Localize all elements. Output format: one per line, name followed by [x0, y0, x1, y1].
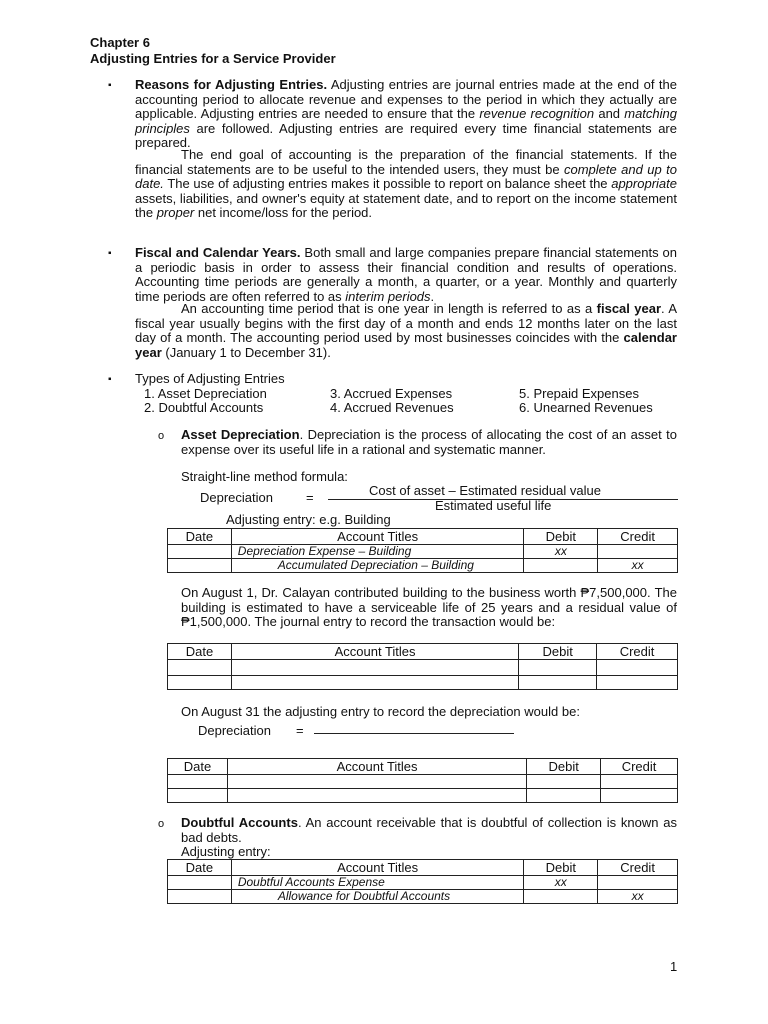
- table-row[interactable]: [168, 660, 678, 676]
- bullet-icon: ▪: [108, 80, 112, 91]
- section-reasons-p1: Reasons for Adjusting Entries. Adjusting entries are journal entries made at the end of the accounting period to allocate revenue and expenses to the period in which they actually are applicable. Adjusting entries are needed to ensure that the revenue recognition and matching principles are followed. Adjusting entries are required every time financial statements are prepared.: [135, 77, 677, 150]
- section-fiscal-p2: An accounting time period that is one year in length is referred to as a fiscal year. A fiscal year usually begins with the first day of a month and ends 12 months later on the last day of a month. The accounting period used by most businesses coincides with the calendar year (January 1 to December 31).: [135, 301, 678, 360]
- col-credit: Credit: [598, 529, 678, 545]
- journal-table-blank: [167, 643, 678, 690]
- doubtful-definition: Doubtful Accounts. An account receivable that is doubtful of collection is known as bad debts.: [181, 815, 677, 845]
- formula-label: Straight-line method formula:: [181, 469, 348, 484]
- bullet-icon: ▪: [108, 248, 112, 259]
- adjusting-prompt: On August 31 the adjusting entry to record the depreciation would be:: [181, 704, 580, 719]
- chapter-label: Chapter 6: [90, 35, 150, 50]
- section-fiscal-p1: Fiscal and Calendar Years. Both small and large companies prepare financial statements on a periodic basis in order to assess their financial condition and results of operations. Accounting time periods are generally a month, a quarter, or a year. Monthly and quarterly time periods are often referred to as interim periods.: [135, 245, 677, 304]
- col-date: Date: [168, 860, 232, 876]
- circle-bullet-icon: o: [158, 430, 165, 442]
- account-title: Depreciation Expense – Building: [231, 545, 524, 559]
- debit-value: xx: [524, 545, 598, 559]
- formula-numerator: Cost of asset – Estimated residual value: [369, 483, 601, 498]
- type-item: 6. Unearned Revenues: [519, 400, 653, 415]
- circle-bullet-icon: o: [158, 818, 165, 830]
- table-row[interactable]: [168, 789, 678, 803]
- table-row: [168, 890, 678, 904]
- col-debit: Debit: [524, 529, 598, 545]
- subsection-heading: Doubtful Accounts: [181, 815, 298, 830]
- section-reasons-p2: The end goal of accounting is the preparation of the financial statements. If the financial statements are to be useful to the intended users, they must be complete and up to date. The use of adjusting entries makes it possible to report on balance sheet the appropriate assets, liabilities, and owner's equity at statement date, and to report on the income statement the proper net income/loss for the period.: [135, 147, 677, 220]
- col-date: Date: [168, 529, 232, 545]
- entry-label: Adjusting entry: e.g. Building: [226, 512, 391, 527]
- type-item: 1. Asset Depreciation: [144, 386, 267, 401]
- page-title: Adjusting Entries for a Service Provider: [90, 51, 336, 66]
- table-row: [168, 545, 678, 559]
- account-title: Accumulated Depreciation – Building: [231, 559, 524, 573]
- col-credit: Credit: [601, 759, 678, 775]
- col-credit: Credit: [598, 860, 678, 876]
- depreciation-definition: Asset Depreciation. Depreciation is the process of allocating the cost of an asset to expense over its useful life in a rational and systematic manner.: [181, 427, 677, 457]
- col-credit: Credit: [597, 644, 678, 660]
- col-account-titles: Account Titles: [231, 860, 524, 876]
- depreciation-lhs: Depreciation: [198, 723, 271, 738]
- type-item: 4. Accrued Revenues: [330, 400, 454, 415]
- page-number: 1: [670, 959, 678, 974]
- entry-label: Adjusting entry:: [181, 844, 271, 859]
- table-row: [168, 876, 678, 890]
- col-account-titles: Account Titles: [227, 759, 526, 775]
- col-date: Date: [168, 644, 232, 660]
- account-title: Allowance for Doubtful Accounts: [231, 890, 524, 904]
- credit-value: xx: [598, 559, 678, 573]
- formula-equals: =: [306, 490, 314, 505]
- section-heading: Fiscal and Calendar Years.: [135, 245, 301, 260]
- formula-lhs: Depreciation: [200, 490, 273, 505]
- col-date: Date: [168, 759, 228, 775]
- formula-denominator: Estimated useful life: [435, 498, 552, 513]
- subsection-heading: Asset Depreciation: [181, 427, 300, 442]
- depreciation-equals: =: [296, 723, 304, 738]
- journal-table: [167, 859, 678, 904]
- section-heading: Reasons for Adjusting Entries.: [135, 77, 328, 92]
- journal-table-blank: [167, 758, 678, 803]
- depreciation-example: On August 1, Dr. Calayan contributed building to the business worth ₱7,500,000. The building is estimated to have a serviceable life of 25 years and a residual value of ₱1,500,000. The journal entry to record the transaction would be:: [181, 585, 677, 629]
- types-heading: Types of Adjusting Entries: [135, 371, 285, 386]
- account-title: Doubtful Accounts Expense: [231, 876, 524, 890]
- debit-value: xx: [524, 876, 598, 890]
- table-row[interactable]: [168, 775, 678, 789]
- type-item: 5. Prepaid Expenses: [519, 386, 639, 401]
- journal-table: [167, 528, 678, 573]
- col-account-titles: Account Titles: [231, 644, 518, 660]
- credit-value: xx: [598, 890, 678, 904]
- table-row[interactable]: [168, 676, 678, 690]
- bullet-icon: ▪: [108, 374, 112, 385]
- table-row: [168, 559, 678, 573]
- type-item: 3. Accrued Expenses: [330, 386, 453, 401]
- type-item: 2. Doubtful Accounts: [144, 400, 264, 415]
- col-debit: Debit: [527, 759, 601, 775]
- col-account-titles: Account Titles: [231, 529, 524, 545]
- answer-blank-line[interactable]: [314, 733, 514, 734]
- col-debit: Debit: [524, 860, 598, 876]
- col-debit: Debit: [519, 644, 597, 660]
